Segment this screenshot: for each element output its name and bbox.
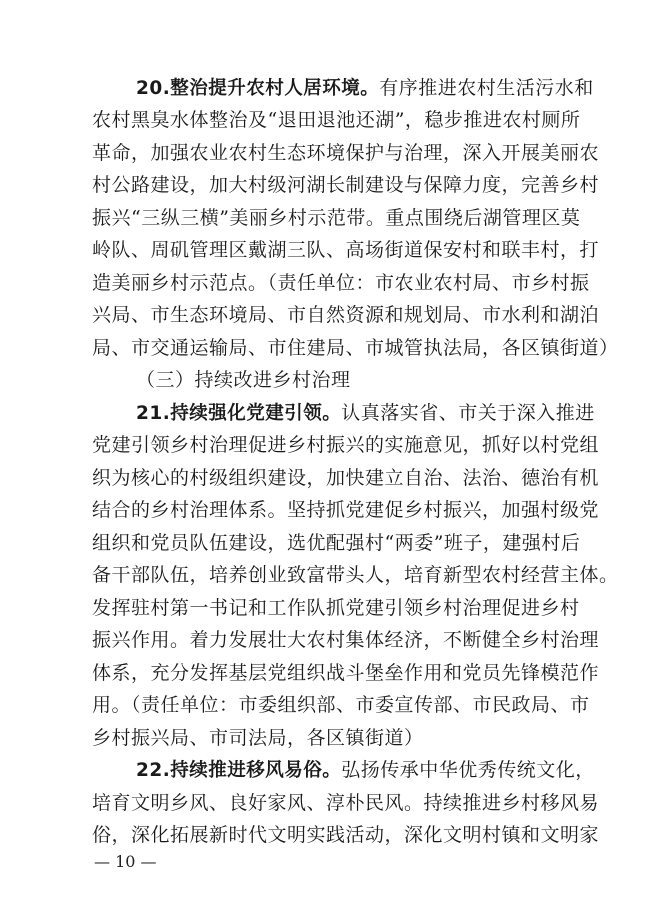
- section20-first-line: [136, 73, 594, 103]
- section20-first-text: 有序推进农村生活污水和: [379, 77, 594, 99]
- section20-line: 村公路建设，加大村级河湖长制建设与保障力度，完善乡村: [92, 174, 600, 197]
- subsection-title: （三）持续改进乡村治理: [136, 369, 351, 392]
- section21-line: 党建引领乡村治理促进乡村振兴的实施意见，抓好以村党组: [92, 434, 600, 457]
- section20-heading: 20.整治提升农村人居环境。: [136, 78, 380, 99]
- section20-line: 振兴“三纵三横”美丽乡村示范带。重点围绕后湖管理区莫: [92, 206, 581, 229]
- section20-line: 兴局、市生态环境局、市自然资源和规划局、市水利和湖泊: [92, 304, 600, 327]
- section21-line: 备干部队伍，培养创业致富带头人，培育新型农村经营主体。: [92, 564, 619, 587]
- section20-line: 农村黑臭水体整治及“退田退池还湖”，稳步推进农村厕所: [92, 109, 581, 132]
- section21-first-text: 认真落实省、市关于深入推进: [341, 401, 595, 424]
- section21-line: 织为核心的村级组织建设，加快建立自治、法治、德治有机: [92, 466, 600, 489]
- section21-line: 用。（责任单位：市委组织部、市委宣传部、市民政局、市: [92, 694, 590, 717]
- section22-first-line: [136, 755, 595, 785]
- section22-line: 培育文明乡风、良好家风、淳朴民风。持续推进乡村移风易: [92, 791, 600, 814]
- page-number: — 10 —: [94, 852, 157, 871]
- section21-line: 体系，充分发挥基层党组织战斗堡垒作用和党员先锋模范作: [92, 661, 600, 684]
- section20-line: 岭队、周矶管理区戴湖三队、高场街道保安村和联丰村，打: [92, 239, 600, 262]
- section22-line: 俗，深化拓展新时代文明实践活动，深化文明村镇和文明家: [92, 824, 600, 846]
- section21-first-line: [136, 398, 595, 428]
- section21-line: 发挥驻村第一书记和工作队抓党建引领乡村治理促进乡村: [92, 596, 580, 619]
- section20-line: 革命，加强农业农村生态环境保护与治理，深入开展美丽农: [92, 141, 600, 164]
- section22-heading: 22.持续推进移风易俗。: [136, 760, 342, 782]
- section20-line: 造美丽乡村示范点。（责任单位：市农业农村局、市乡村振: [92, 271, 590, 294]
- section21-line: 乡村振兴局、市司法局，各区镇街道）: [92, 726, 424, 749]
- section21-heading: 21.持续强化党建引领。: [136, 402, 342, 424]
- section20-line: 局、市交通运输局、市住建局、市城管执法局，各区镇街道）: [92, 336, 619, 359]
- section21-line: 振兴作用。着力发展壮大农村集体经济，不断健全乡村治理: [92, 629, 600, 652]
- section21-line: 结合的乡村治理体系。坚持抓党建促乡村振兴，加强村级党: [92, 499, 600, 522]
- section21-line: 组织和党员队伍建设，选优配强村“两委”班子，建强村后: [92, 531, 581, 554]
- section22-first-text: 弘扬传承中华优秀传统文化，: [341, 759, 595, 782]
